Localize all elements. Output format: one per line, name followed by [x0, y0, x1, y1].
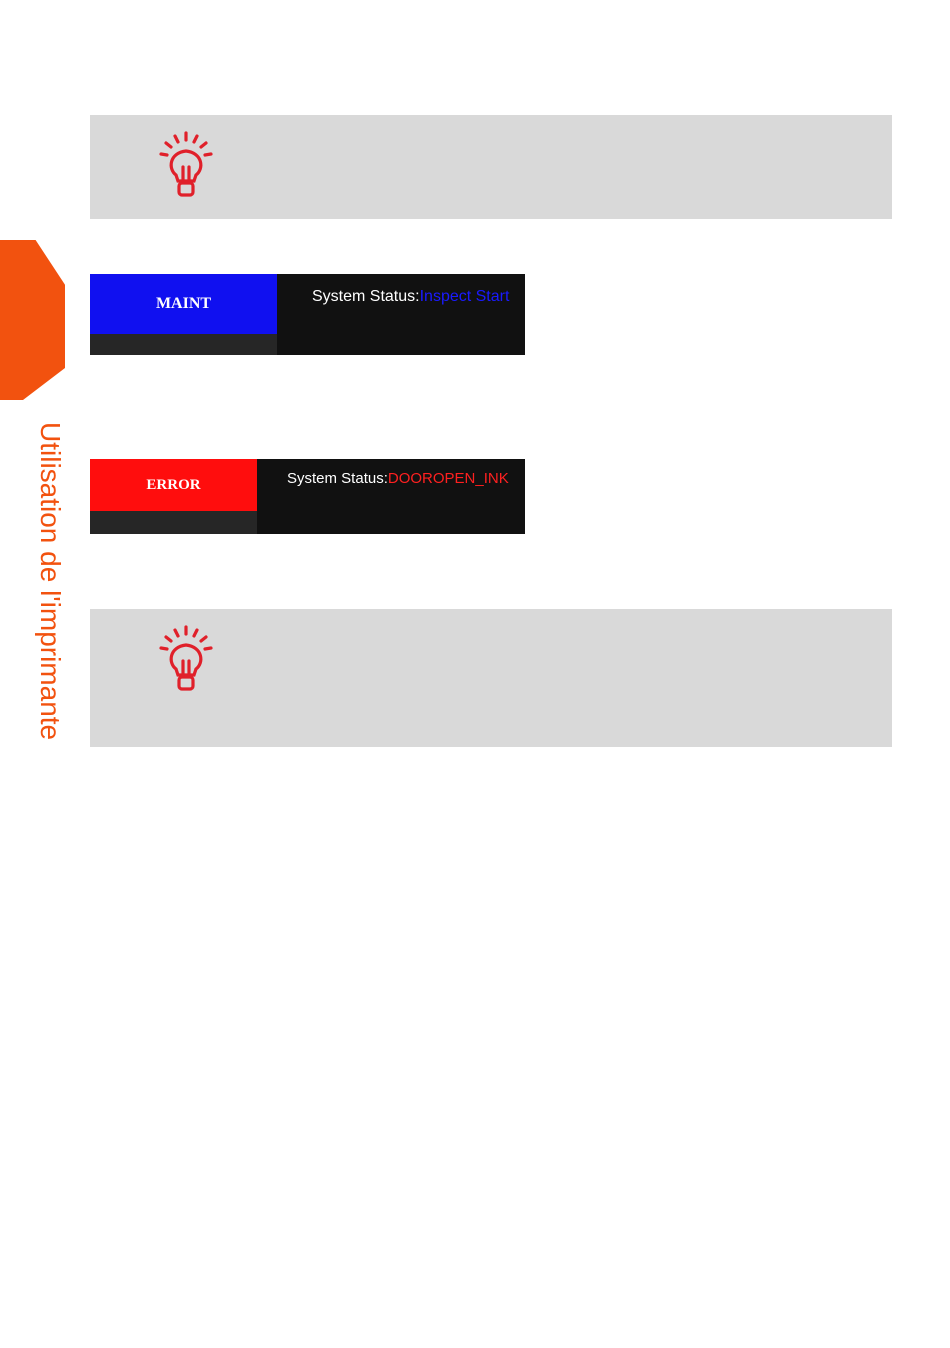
system-status-label: System Status: — [312, 288, 420, 305]
system-status-label: System Status: — [287, 470, 388, 487]
status-panel-maint — [90, 274, 525, 355]
tip-box — [90, 115, 892, 219]
system-status — [312, 288, 509, 306]
tip-box — [90, 609, 892, 747]
system-status-value: Inspect Start — [419, 288, 510, 305]
lightbulb-icon — [156, 129, 216, 201]
system-status-value: DOOROPEN_INK — [387, 470, 509, 487]
lightbulb-icon — [156, 623, 216, 695]
status-badge: ERROR — [90, 459, 257, 511]
badge-footer — [90, 334, 277, 355]
status-panel-error — [90, 459, 525, 534]
chapter-label: Utilisation de l'imprimante — [35, 422, 66, 741]
badge-footer — [90, 511, 257, 534]
status-badge: MAINT — [90, 274, 277, 334]
chapter-tab — [0, 240, 65, 400]
system-status — [287, 470, 509, 487]
